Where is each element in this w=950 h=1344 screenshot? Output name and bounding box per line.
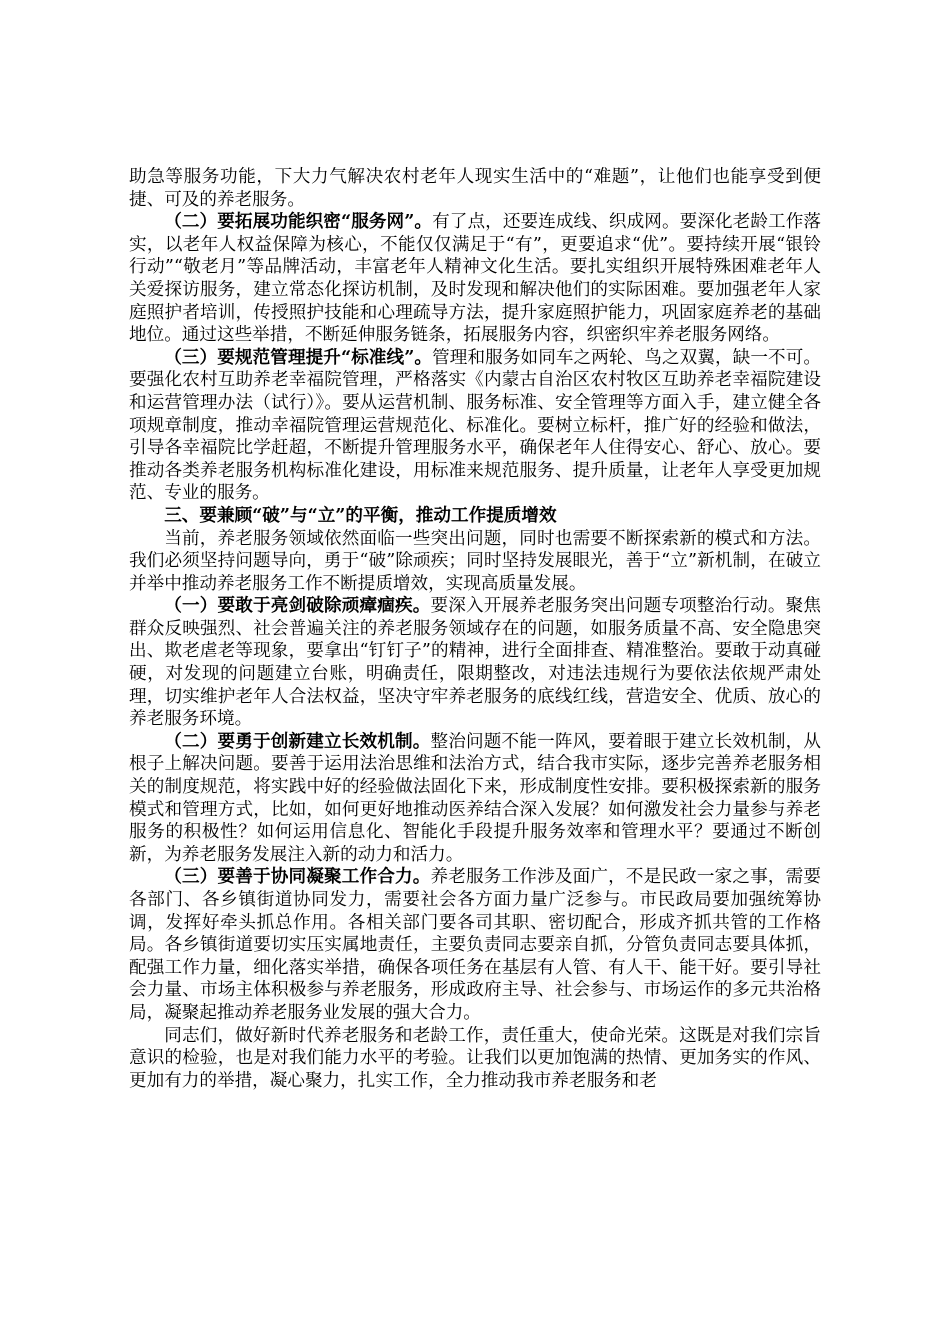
- paragraph-remove-problems: [129, 595, 821, 731]
- paragraph-lead: （二）要勇于创新建立长效机制。: [164, 730, 431, 752]
- paragraph-body: 整治问题不能一阵风，要着眼于建立长效机制，从根子上解决问题。要善于运用法治思维和法治方式，结合我市实际，逐步完善养老服务相关的制度规范，将实践中好的经验做法固化下来，形成制度性安排。要积极探索新的服务模式和管理方式，比如，如何更好地推动医养结合深入发展？如何激发社会力量参与养老服务的积极性？如何运用信息化、智能化手段提升服务效率和管理水平？要通过不断创新，为养老服务发展注入新的动力和活力。: [129, 731, 821, 865]
- paragraph-lead: （一）要敢于亮剑破除顽瘴痼疾。: [164, 595, 431, 617]
- paragraph-body: 管理和服务如同车之两轮、鸟之双翼，缺一不可。要强化农村互助养老幸福院管理，严格落实《内蒙古自治区农村牧区互助养老幸福院建设和运营管理办法（试行）》。要从运营机制、服务标准、安全管理等方面入手，建立健全各项规章制度，推动幸福院管理运营规范化、标准化。要树立标杆，推广好的经验和做法，引导各幸福院比学赶超，不断提升管理服务水平，确保老年人住得安心、舒心、放心。要推动各类养老服务机构标准化建设，用标准来规范服务、提升质量，让老年人享受更加规范、专业的服务。: [129, 347, 821, 504]
- paragraph-lead: （三）要善于协同凝聚工作合力。: [164, 866, 431, 888]
- paragraph-body: 当前，养老服务领域依然面临一些突出问题，同时也需要不断探索新的模式和方法。我们必须坚持问题导向，勇于“破”除顽疾；同时坚持发展眼光，善于“立”新机制，在破立并举中推动养老服务工作不断提质增效，实现高质量发展。: [129, 528, 821, 594]
- paragraph-standard-line: [129, 347, 821, 505]
- section-heading: [129, 505, 821, 528]
- paragraph-service-network: [129, 211, 821, 347]
- paragraph-body: 同志们，做好新时代养老服务和老龄工作，责任重大，使命光荣。这既是对我们宗旨意识的检验，也是对我们能力水平的考验。让我们以更加饱满的热情、更加务实的作风、更加有力的举措，凝心聚力，扎实工作，全力推动我市养老服务和老: [129, 1025, 821, 1091]
- paragraph-closing: [129, 1025, 821, 1093]
- paragraph-body: 助急等服务功能，下大力气解决农村老年人现实生活中的“难题”，让他们也能享受到便捷、可及的养老服务。: [129, 167, 821, 210]
- paragraph-long-term-mechanism: [129, 731, 821, 867]
- paragraph-lead: （三）要规范管理提升“标准线”。: [164, 346, 433, 368]
- section-heading-text: 三、要兼顾“破”与“立”的平衡，推动工作提质增效: [164, 504, 557, 526]
- paragraph-body: 要深入开展养老服务突出问题专项整治行动。聚焦群众反映强烈、社会普遍关注的养老服务领域存在的问题，如服务质量不高、安全隐患突出、欺老虐老等现象，要拿出“钉钉子”的精神，进行全面排查、精准整治。要敢于动真碰硬，对发现的问题建立台账，明确责任，限期整改，对违法违规行为要依法依规严肃处理，切实维护老年人合法权益，坚决守牢养老服务的底线红线，营造安全、优质、放心的养老服务环境。: [129, 596, 821, 730]
- paragraph-body: 有了点，还要连成线、织成网。要深化老龄工作落实，以老年人权益保障为核心，不能仅仅满足于“有”，更要追求“优”。要持续开展“银铃行动”“敬老月”等品牌活动，丰富老年人精神文化生活。要扎实组织开展特殊困难老年人关爱探访服务，建立常态化探访机制，及时发现和解决他们的实际困难。要加强老年人家庭照护者培训，传授照护技能和心理疏导方法，提升家庭照护能力，巩固家庭养老的基础地位。通过这些举措，不断延伸服务链条，拓展服务内容，织密织牢养老服务网络。: [129, 212, 821, 346]
- paragraph-joint-effort: [129, 866, 821, 1024]
- paragraph-body: 养老服务工作涉及面广，不是民政一家之事，需要各部门、各乡镇街道协同发力，需要社会各方面力量广泛参与。市民政局要加强统筹协调，发挥好牵头抓总作用。各相关部门要各司其职、密切配合，形成齐抓共管的工作格局。各乡镇街道要切实压实属地责任，主要负责同志要亲自抓，分管负责同志要具体抓，配强工作力量，细化落实举措，确保各项任务在基层有人管、有人干、能干好。要引导社会力量、市场主体积极参与养老服务，形成政府主导、社会参与、市场运作的多元共治格局，凝聚起推动养老服务业发展的强大合力。: [129, 867, 821, 1023]
- document-page: [129, 166, 821, 1092]
- paragraph-lead: （二）要拓展功能织密“服务网”。: [164, 211, 433, 233]
- paragraph-continued: [129, 166, 821, 211]
- paragraph-intro: [129, 528, 821, 596]
